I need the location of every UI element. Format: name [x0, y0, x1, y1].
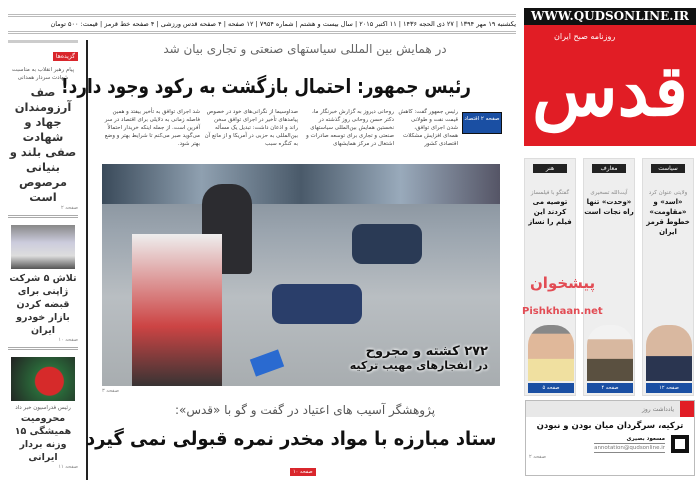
car-photo: [11, 225, 75, 269]
page-ref: صفحه ۱۰: [58, 337, 78, 343]
second-subheadline: پژوهشگر آسیب های اعتیاد در گفت و گو با «قدس»:: [174, 403, 436, 417]
main-headline[interactable]: رئیس جمهور: احتمال بازگشت به رکود وجود دارد!: [61, 74, 472, 98]
portrait-photo: [646, 325, 692, 381]
watermark-url: Pishkhaan.net: [522, 306, 603, 317]
second-headline[interactable]: ستاد مبارزه با مواد مخدر نمره قبولی نمی گیرد: [85, 428, 496, 450]
headline: تلاش ۵ شرکت ژاپنی برای قبضه کردن بازار خودرو ایران: [9, 273, 77, 336]
crowd: [102, 164, 500, 204]
watermark-text: پیشخوان: [530, 274, 596, 292]
card-title: توصیه می کردند این فیلم را نساز: [528, 198, 572, 226]
headline: محرومیت همیشگی ۱۵ وزنه بردار ایرانی: [14, 413, 72, 463]
divider: [8, 215, 78, 221]
card-page-ref: صفحه ۱۲: [646, 383, 692, 393]
card-tag: معارف: [592, 164, 626, 173]
annotation-icon: [680, 401, 694, 417]
annotation-page-ref: صفحه ۲: [529, 454, 546, 460]
card-title: «وحدت» تنها راه نجات است: [584, 198, 634, 216]
caption-line-2: در انفجارهای مهیب ترکیه: [349, 359, 488, 372]
left-sidebar: [8, 40, 78, 470]
body-column-4: شد اجرای توافق به تأخیر بیفتد و همین فاصله زمانی به دلایلی برای اقتصاد در سر آفرین است. از جمله اینکه خریدار احتمالاً می‌گوید صبر می‌کنم تا شرایط بهتر و وضع بهتر شود.: [104, 109, 200, 147]
portrait-photo: [528, 325, 574, 381]
annotation-email[interactable]: annotation@qudsonline.ir: [594, 445, 665, 451]
blue-object: [250, 349, 284, 376]
card-tag: هنر: [533, 164, 567, 173]
logo-subtitle: روزنامه صبح ایران: [554, 32, 616, 41]
body-column-1: رئیس جمهور گفت: کاهش قیمت نفت و طولانی شدن اجرای توافق، همه‌ای افزایش مشکلات اقتصادی کشور: [398, 109, 458, 147]
highlights-tag: گزیده‌ها: [53, 52, 78, 61]
masthead-logo[interactable]: [524, 8, 696, 146]
caption-line-1: ۲۷۲ کشته و مجروح: [365, 344, 488, 359]
photo-caption: [350, 344, 488, 372]
card-title: «اسد» و «مقاومت» خطوط قرمز ایران: [646, 198, 690, 236]
logo-wordmark: قدس: [532, 49, 688, 132]
body-column-3: صداوسیما از نگرانی‌های خود در خصوص پیامدهای تأخیر در اجرای توافق سخن راند و اذعان داشت: تبدیل یک مسأله بین‌المللی به حزبی در آمریکا و از مانع آن به کنگره سبب: [204, 109, 298, 147]
weights-photo: [11, 357, 75, 401]
annotation-author: مسعود بصیری: [594, 435, 665, 444]
person: [352, 224, 422, 264]
card-page-ref: صفحه ۴: [587, 383, 633, 393]
annotation-box[interactable]: [525, 400, 695, 476]
column-divider: [86, 40, 88, 480]
site-url[interactable]: WWW.QUDSONLINE.IR: [524, 8, 696, 25]
card-kicker: آیت‌الله تسخیری: [590, 190, 628, 196]
divider: [8, 347, 78, 353]
card-politics[interactable]: [642, 158, 694, 396]
left-item-2[interactable]: [8, 225, 78, 343]
body-column-2: روحانی دیروز به گزارش خبرنگار ما، دکتر حسن روحانی روز گذشته در نخستین همایش بین‌المللی سیاستهای صنعتی و تجاری برای توسعه صادرات و اشتغال در مرکز همایشهای: [306, 109, 394, 147]
page-ref: صفحه ۱۱: [58, 464, 78, 470]
portrait-photo: [587, 325, 633, 381]
lead-photo[interactable]: [102, 164, 500, 386]
quote-square-icon: [671, 435, 689, 453]
section-tag: صفحه ۲ اقتصاد: [462, 112, 502, 134]
card-page-ref: صفحه ۵: [528, 383, 574, 393]
card-kicker: گفتگو با فیلمساز: [530, 190, 570, 196]
person: [272, 284, 362, 324]
photo-page-ref: صفحه ۳: [102, 388, 119, 394]
date-bar: یکشنبه ۱۹ مهر ۱۳۹۴ | ۲۷ ذی الحجه ۱۴۳۶ | ۱۱ اکتبر ۲۰۱۵ | سال بیست و هشتم | شماره ۷۹۵۴ | ۱۲ صفحه | ۴ صفحه قدس ورزشی | ۴ صفحه خط قرمز | قیمت: ۵۰۰ تومان: [8, 14, 516, 34]
kicker: رئیس فدراسیون خبر داد: [15, 405, 71, 411]
main-headline-box[interactable]: [61, 72, 510, 102]
annotation-tag: یادداشت روز: [641, 405, 674, 413]
left-item-3[interactable]: [8, 357, 78, 470]
person: [132, 234, 222, 386]
annotation-title: ترکیه، سرگردان میان بودن و نبودن: [536, 421, 684, 431]
main-subheadline: در همایش بین المللی سیاستهای صنعتی و تجاری بیان شد: [163, 42, 447, 56]
second-headline-box[interactable]: [85, 426, 510, 454]
card-kicker: ولایتی عنوان کرد: [648, 190, 688, 196]
page-ref: صفحه ۲: [61, 205, 78, 211]
headline: صف آرزومندان جهاد و شهادت صفی بلند و بنیانی مرصوص است: [9, 85, 77, 204]
kicker: پیام رهبر انقلاب به مناسبت شهادت سردار همدانی: [11, 67, 75, 81]
page-tag: صفحه ۱۰: [290, 468, 316, 476]
card-tag: سیاست: [651, 164, 685, 173]
